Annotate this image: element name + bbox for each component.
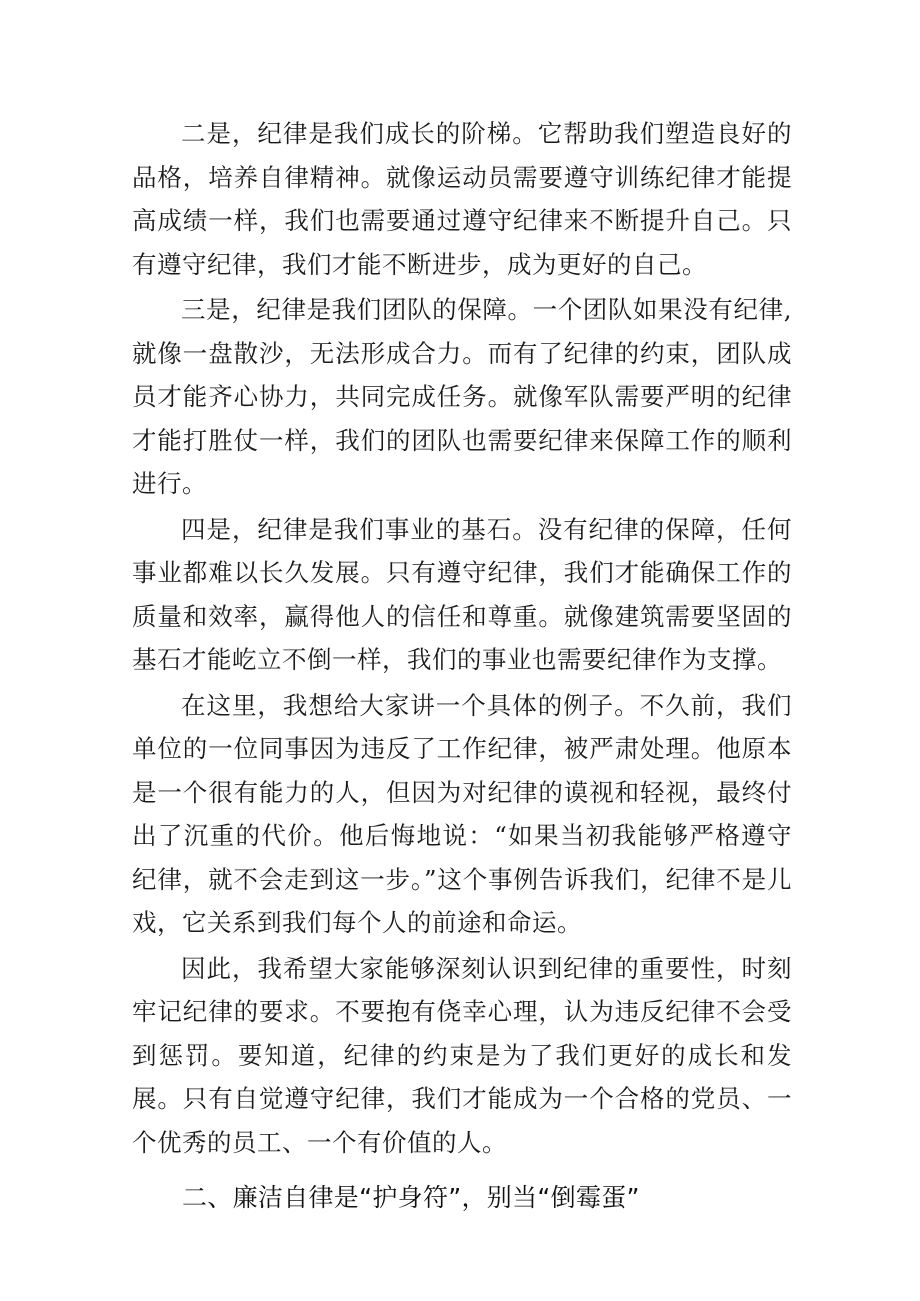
paragraph-discipline-team: 三是，纪律是我们团队的保障。一个团队如果没有纪律,就像一盘散沙，无法形成合力。而有了纪律的约束，团队成员才能齐心协力，共同完成任务。就像军队需要严明的纪律才能打胜仗一样，我们的团队也需要纪律来保障工作的顺利进行。 xyxy=(132,295,792,498)
document-body xyxy=(132,112,792,1219)
paragraph-conclusion: 因此，我希望大家能够深刻认识到纪律的重要性，时刻牢记纪律的要求。不要抱有侥幸心理，认为违反纪律不会受到惩罚。要知道，纪律的约束是为了我们更好的成长和发展。只有自觉遵守纪律，我们才能成为一个合格的党员、一个优秀的员工、一个有价值的人。 xyxy=(132,953,792,1157)
paragraph-discipline-growth: 二是，纪律是我们成长的阶梯。它帮助我们塑造良好的品格，培养自律精神。就像运动员需要遵守训练纪律才能提高成绩一样，我们也需要通过遵守纪律来不断提升自己。只有遵守纪律，我们才能不断进步，成为更好的自己。 xyxy=(132,119,792,279)
paragraph-example-story: 在这里，我想给大家讲一个具体的例子。不久前，我们单位的一位同事因为违反了工作纪律，被严肃处理。他原本是一个很有能力的人，但因为对纪律的谟视和轻视，最终付出了沉重的代价。他后悔地说：“如果当初我能够严格遵守纪律，就不会走到这一步。”这个事例告诉我们，纪律不是儿戏，它关系到我们每个人的前途和命运。 xyxy=(132,690,792,937)
section-heading: 二、廉洁自律是“护身符”，别当“倒霉蛋” xyxy=(182,1183,640,1212)
paragraph-discipline-career: 四是，纪律是我们事业的基石。没有纪律的保障，任何事业都难以长久发展。只有遵守纪律，我们才能确保工作的质量和效率，赢得他人的信任和尊重。就像建筑需要坚固的基石才能屹立不倒一样，我们的事业也需要纪律作为支撑。 xyxy=(132,514,792,674)
